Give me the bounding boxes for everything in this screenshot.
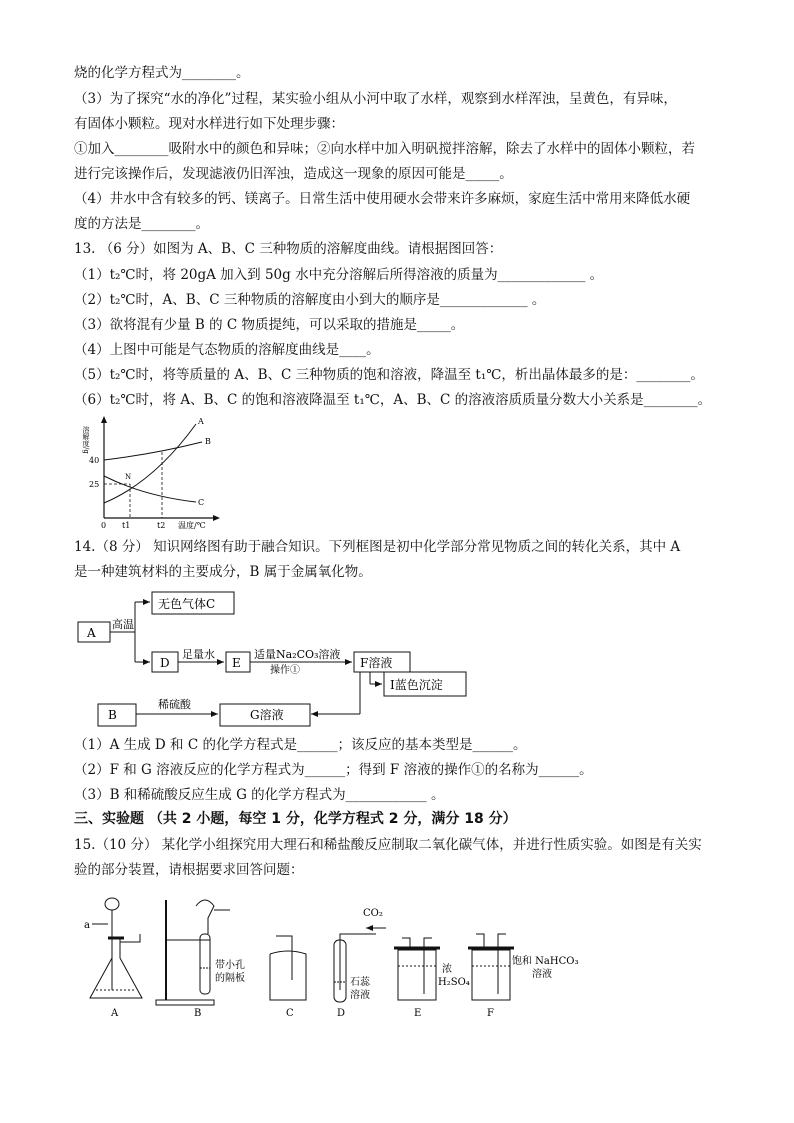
apparatus-d <box>334 908 386 1002</box>
e-reagent-line2: H₂SO₄ <box>438 977 470 988</box>
solubility-chart <box>84 412 226 530</box>
text-line: （3）欲将混有少量 B 的 C 物质提纯，可以采取的措施是_____。 <box>74 317 465 333</box>
x-tick: t1 <box>122 521 131 530</box>
curve-c <box>104 476 196 502</box>
d-liquid-line2: 溶液 <box>350 990 370 1001</box>
text-line: （1）A 生成 D 和 C 的化学方程式是______；该反应的基本类型是______。 <box>74 737 527 753</box>
question-15: 15.（10 分） 某化学小组探究用大理石和稀盐酸反应制取二氧化碳气体，并进行性质实验。如图是有关实 <box>74 837 702 853</box>
text-line: 进行完该操作后，发现滤液仍旧浑浊，造成这一现象的原因可能是_____。 <box>74 166 513 182</box>
label-f: F <box>487 1008 494 1019</box>
y-axis-label: 溶解度/g <box>82 426 90 454</box>
curve-label-a: A <box>198 417 204 426</box>
text-line: （1）t₂℃时，将 20gA 加入到 50g 水中充分溶解后所得溶液的质量为_____________ 。 <box>74 267 604 283</box>
f-reagent-line2: 溶液 <box>532 969 552 980</box>
intersection-label: N <box>125 473 132 481</box>
text-line: （4）井水中含有较多的钙、镁离子。日常生活中使用硬水会带来许多麻烦，家庭生活中常用来降低水硬 <box>74 191 691 207</box>
x-tick: t2 <box>157 521 166 530</box>
y-tick: 25 <box>89 480 100 489</box>
apparatus-b <box>156 900 245 1005</box>
e-reagent-line1: 浓 <box>442 964 452 975</box>
text-line: 有固体小颗粒。现对水样进行如下处理步骤： <box>74 116 344 132</box>
apparatus-e <box>394 938 470 1000</box>
node-b <box>98 704 136 726</box>
node-gas-c-label: 无色气体C <box>158 597 216 611</box>
operation-1: 操作① <box>270 665 300 676</box>
text-line: 度的方法是________。 <box>74 216 209 232</box>
text-line: （3）B 和稀硫酸反应生成 G 的化学方程式为____________ 。 <box>74 787 445 803</box>
reagent-acid: 稀硫酸 <box>158 698 191 711</box>
text-line: （2）t₂℃时，A、B、C 三种物质的溶解度由小到大的顺序是_____________ 。 <box>74 292 546 308</box>
label-c: C <box>286 1008 294 1019</box>
node-f-label: F溶液 <box>360 656 393 670</box>
node-precipitate-label: I蓝色沉淀 <box>390 678 443 692</box>
node-b-label: B <box>108 708 117 722</box>
reagent-na2co3: 适量Na₂CO₃溶液 <box>254 648 341 661</box>
apparatus-figure <box>80 890 620 1020</box>
text-line: 验的部分装置，请根据要求回答问题： <box>74 862 304 878</box>
text-line: （6）t₂℃时，将 A、B、C 的饱和溶液降温至 t₁℃，A、B、C 的溶液溶质质量分数大小关系是________。 <box>74 392 712 408</box>
conversion-flowchart <box>74 588 494 730</box>
text-line: （3）为了探究“水的净化”过程，某实验小组从小河中取了水样，观察到水样浑浊，呈黄色，有异味， <box>74 91 677 107</box>
co2-label: CO₂ <box>363 908 383 919</box>
f-reagent-line1: 饱和 NaHCO₃ <box>512 956 579 967</box>
text-line: （2）F 和 G 溶液反应的化学方程式为______；得到 F 溶液的操作①的名称为______。 <box>74 762 593 778</box>
label-e: E <box>414 1008 422 1019</box>
text-line: 烧的化学方程式为________。 <box>74 65 250 81</box>
x-tick: 0 <box>101 521 107 530</box>
node-e-label: E <box>232 656 241 670</box>
label-a-funnel: a <box>84 920 90 931</box>
label-a: A <box>111 1008 119 1019</box>
x-axis-label: 温度/℃ <box>178 521 206 530</box>
curve-label-b: B <box>205 437 211 446</box>
label-b: B <box>194 1008 202 1019</box>
curve-a <box>104 424 196 503</box>
text-line: 是一种建筑材料的主要成分，B 属于金属氧化物。 <box>74 564 372 580</box>
text-line: （5）t₂℃时，将等质量的 A、B、C 三种物质的饱和溶液，降温至 t₁℃，析出晶体最多的是：________。 <box>74 367 704 383</box>
apparatus-a <box>84 898 142 998</box>
b-note-line1: 带小孔 <box>215 960 245 971</box>
label-d: D <box>337 1008 346 1019</box>
text-line: ①加入________吸附水中的颜色和异味；②向水样中加入明矾搅拌溶解，除去了水样中的固体小颗粒，若 <box>74 141 695 157</box>
y-tick: 40 <box>89 456 100 465</box>
reagent-water: 足量水 <box>182 648 215 661</box>
curve-b <box>104 442 202 460</box>
b-note-line2: 的隔板 <box>215 973 245 984</box>
d-liquid-line1: 石蕊 <box>350 977 370 988</box>
condition-high-temp: 高温 <box>112 618 134 631</box>
node-a-label: A <box>87 626 96 640</box>
question-13: 13. （6 分）如图为 A、B、C 三种物质的溶解度曲线。请根据图回答： <box>74 241 503 257</box>
text-line: （4）上图中可能是气态物质的溶解度曲线是____。 <box>74 342 380 358</box>
section-heading: 三、实验题 （共 2 小题，每空 1 分，化学方程式 2 分，满分 18 分） <box>74 811 517 827</box>
apparatus-c <box>270 936 306 1000</box>
question-14: 14.（8 分） 知识网络图有助于融合知识。下列框图是初中化学部分常见物质之间的转化关系，其中 A <box>74 539 681 555</box>
node-g-label: G溶液 <box>250 708 284 722</box>
node-d-label: D <box>160 656 170 670</box>
curve-label-c: C <box>198 498 205 507</box>
apparatus-f <box>468 934 578 1000</box>
